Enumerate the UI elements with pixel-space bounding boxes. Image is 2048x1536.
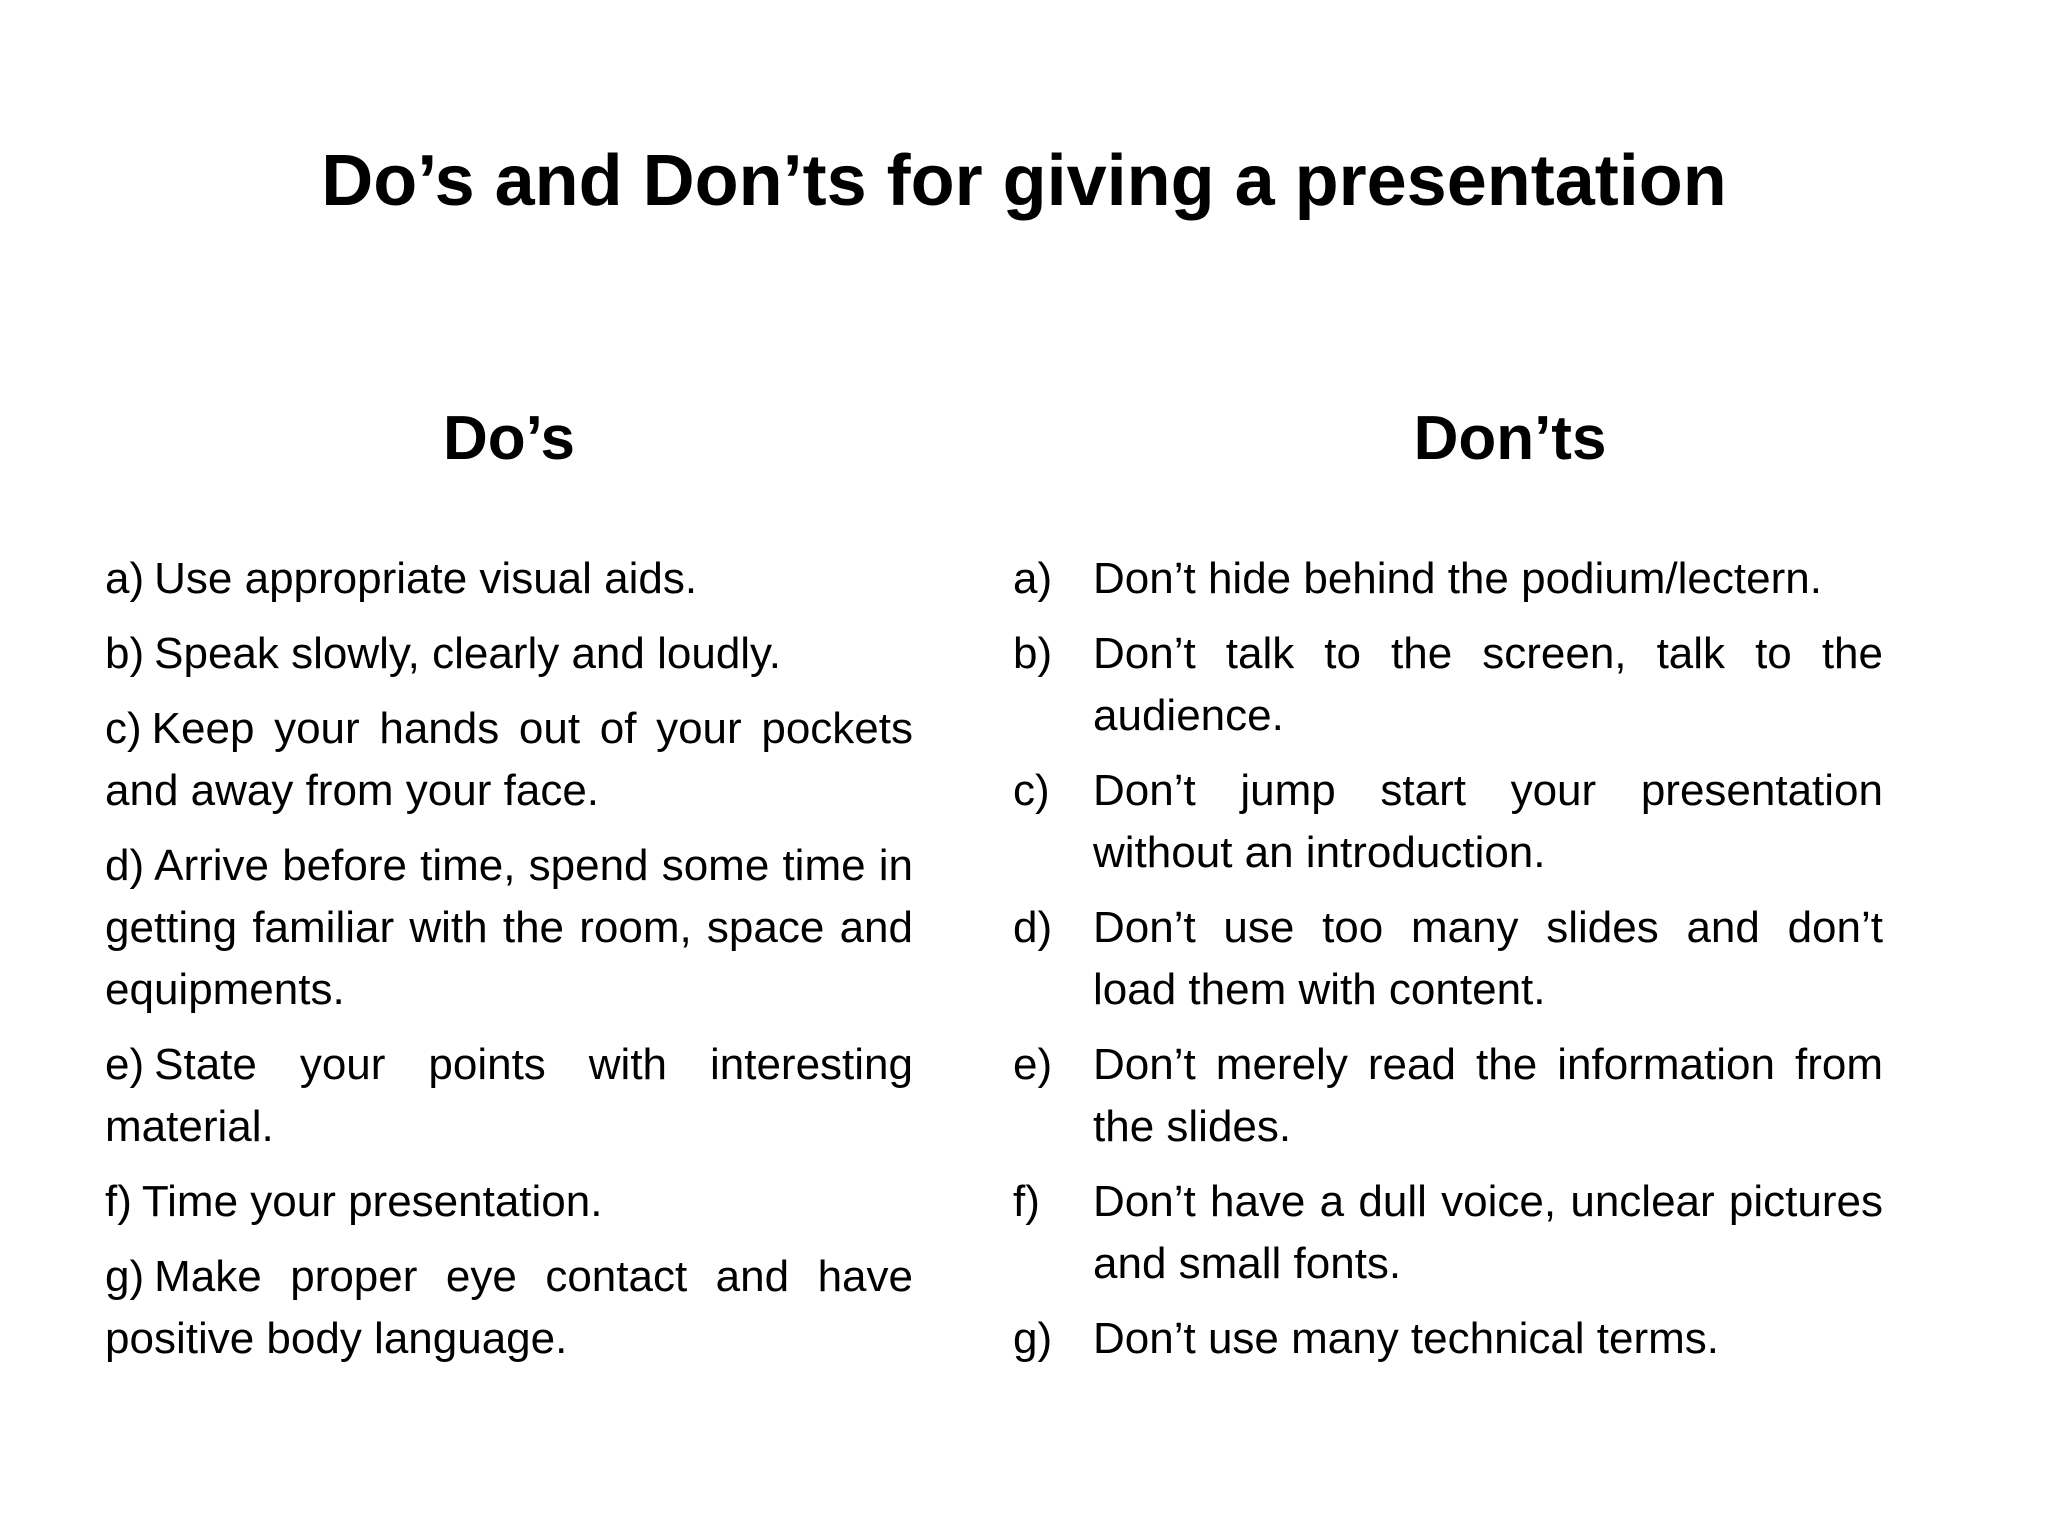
donts-item-marker: f): [1013, 1177, 1040, 1226]
donts-item-a: [1013, 548, 1883, 610]
dos-item-text: Use appropriate visual aids.: [154, 554, 698, 603]
donts-item-marker: b): [1013, 629, 1053, 678]
donts-item-text: Don’t use many technical terms.: [1093, 1314, 1720, 1363]
donts-item-marker: e): [1013, 1040, 1053, 1089]
donts-item-marker: g): [1013, 1314, 1053, 1363]
dos-item-text: Time your presentation.: [141, 1177, 603, 1226]
donts-item-g: [1013, 1308, 1883, 1370]
donts-heading: Don’ts: [1413, 404, 1607, 473]
dos-item-f: [105, 1171, 913, 1233]
dos-heading: Do’s: [442, 404, 576, 473]
donts-item-b: [1013, 623, 1883, 747]
donts-item-text: Don’t merely read the information from the slides.: [1093, 1040, 1883, 1151]
donts-list: [1013, 548, 1883, 1383]
dos-item-marker: d): [105, 841, 145, 890]
dos-item-marker: g): [105, 1252, 145, 1301]
donts-item-text: Don’t jump start your presentation without an introduction.: [1093, 766, 1883, 877]
donts-item-text: Don’t hide behind the podium/lectern.: [1093, 554, 1822, 603]
dos-list: [105, 548, 913, 1383]
dos-item-text: Speak slowly, clearly and loudly.: [154, 629, 782, 678]
dos-item-b: [105, 623, 913, 685]
dos-item-text: Keep your hands out of your pockets and away from your face.: [105, 704, 913, 815]
donts-item-marker: c): [1013, 766, 1050, 815]
donts-item-text: Don’t talk to the screen, talk to the audience.: [1093, 629, 1883, 740]
dos-item-a: [105, 548, 913, 610]
dos-item-marker: b): [105, 629, 145, 678]
dos-item-c: [105, 698, 913, 822]
slide-title: Do’s and Don’ts for giving a presentation: [321, 141, 1727, 221]
dos-item-marker: e): [105, 1040, 145, 1089]
dos-item-e: [105, 1034, 913, 1158]
donts-item-f: [1013, 1171, 1883, 1295]
dos-item-marker: f): [105, 1177, 132, 1226]
donts-item-marker: a): [1013, 554, 1053, 603]
dos-item-text: Make proper eye contact and have positive body language.: [105, 1252, 913, 1363]
dos-item-marker: c): [105, 704, 142, 753]
dos-item-d: [105, 835, 913, 1021]
dos-item-marker: a): [105, 554, 145, 603]
donts-item-e: [1013, 1034, 1883, 1158]
dos-item-text: State your points with interesting material.: [105, 1040, 913, 1151]
donts-item-c: [1013, 760, 1883, 884]
donts-item-text: Don’t have a dull voice, unclear pictures and small fonts.: [1093, 1177, 1883, 1288]
dos-item-g: [105, 1246, 913, 1370]
donts-item-text: Don’t use too many slides and don’t load them with content.: [1093, 903, 1883, 1014]
donts-item-marker: d): [1013, 903, 1053, 952]
dos-item-text: Arrive before time, spend some time in getting familiar with the room, space and equipments.: [105, 841, 913, 1014]
donts-item-d: [1013, 897, 1883, 1021]
